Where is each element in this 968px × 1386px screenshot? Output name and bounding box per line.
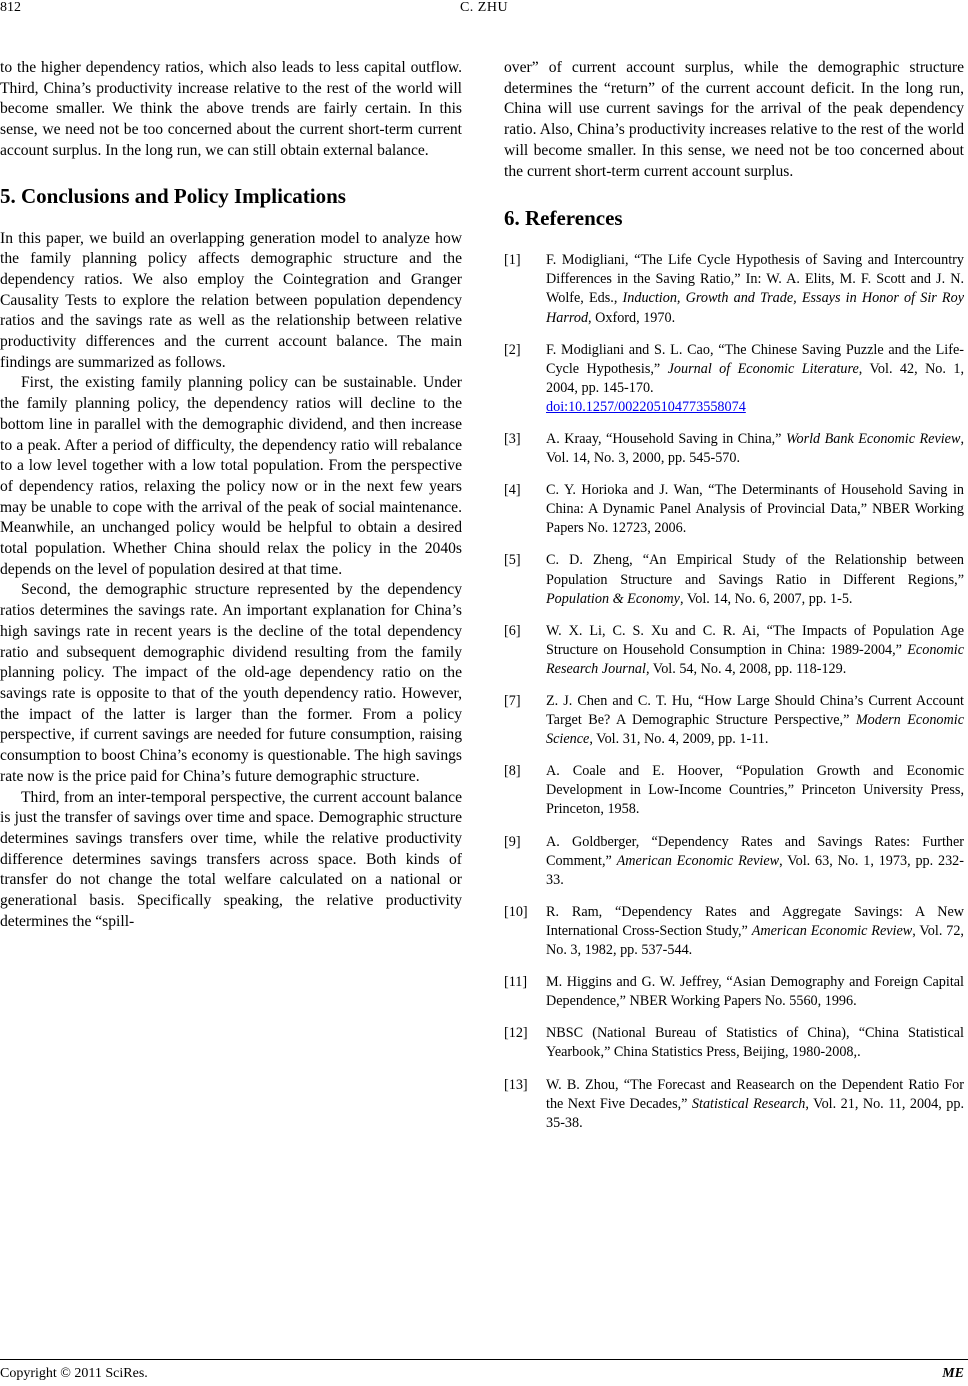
reference-text: Z. J. Chen and C. T. Hu, “How Large Should China’s Current Account Target Be? A Demographic Structure Perspective,” Modern Economic Science, Vol. 31, No. 4, 2009, pp. 1-11. — [546, 693, 964, 748]
paragraph: Third, from an inter-temporal perspective, the current account balance is just the transfer of savings over time and space. Demographic structure determines savings transfers over time, while the relative productivity difference determines savings transfers across space. Both kinds of transfer do not change the total welfare calculated on a national or generational basis. Specifically speaking, the relative productivity determines the “spill- — [0, 788, 462, 930]
right-column — [504, 58, 964, 1146]
reference-item — [504, 1076, 964, 1133]
reference-number: [12] — [504, 1025, 528, 1042]
paragraph: Second, the demographic structure represented by the dependency ratios determines the savings rate. An important explanation for China’s high savings rate in recent years is the decline of the total dependency ratio and subsequent demographic dividend resulting from the family planning policy. The impact of the old-age dependency ratio on the savings rate is opposite to that of the youth dependency ratio. However, the impact of the latter is larger than the former. From a policy perspective, if current savings are needed for future consumption, raising consumption to boost China’s economy is questionable. The high savings rate now is the price paid for China’s future demographic structure. — [0, 581, 462, 785]
left-column — [0, 58, 462, 932]
paragraph: In this paper, we build an overlapping generation model to analyze how the family planning policy affects demographic structure and the dependency ratios. We also employ the Cointegration and Granger Causality Tests to explore the relation between population dependency ratios and the savings rate as well as the relationship between relative productivity differences and the current account balance. The main findings are summarized as follows. — [0, 229, 462, 371]
reference-item — [504, 973, 964, 1011]
reference-number: [1] — [504, 252, 521, 269]
reference-text: A. Goldberger, “Dependency Rates and Savings Rates: Further Comment,” American Economic Review, Vol. 63, No. 1, 1973, pp. 232-33. — [546, 833, 964, 888]
paragraph: over” of current account surplus, while the demographic structure determines the “return” of the current account deficit. In the long run, China will use current savings for the arrival of the peak dependency ratio. Also, China’s productivity increases relative to the rest of the world will become smaller. In this sense, we need not be too concerned about the current short-term current account surplus. — [504, 59, 964, 180]
footer-copyright: Copyright © 2011 SciRes. — [0, 1366, 148, 1381]
reference-list — [504, 251, 964, 1133]
reference-text: W. B. Zhou, “The Forecast and Reasearch on the Dependent Ratio For the Next Five Decades,” Statistical Research, Vol. 21, No. 11, 2004, pp. 35-38. — [546, 1076, 964, 1131]
reference-text: C. D. Zheng, “An Empirical Study of the Relationship between Population Structure and Savings Ratio in Different Regions,” Population & Economy, Vol. 14, No. 6, 2007, pp. 1-5. — [546, 552, 964, 607]
reference-item — [504, 833, 964, 890]
running-head: C. ZHU — [459, 0, 509, 15]
section-heading-conclusions: 5. Conclusions and Policy Implications — [0, 183, 346, 208]
reference-item — [504, 762, 964, 819]
reference-item — [504, 692, 964, 749]
reference-text: R. Ram, “Dependency Rates and Aggregate Savings: A New International Cross-Section Study,” American Economic Review, Vol. 72, No. 3, 1982, pp. 537-544. — [546, 903, 964, 959]
reference-item — [504, 430, 964, 468]
reference-text: M. Higgins and G. W. Jeffrey, “Asian Demography and Foreign Capital Dependence,” NBER Working Papers No. 5560, 1996. — [546, 974, 964, 1010]
reference-item — [504, 1024, 964, 1062]
reference-number: [3] — [504, 430, 521, 447]
reference-item — [504, 341, 964, 417]
footer-journal: ME — [942, 1366, 964, 1381]
reference-number: [10] — [504, 903, 528, 920]
reference-item — [504, 551, 964, 608]
reference-number: [7] — [504, 693, 521, 709]
reference-number: [11] — [504, 974, 528, 991]
reference-number: [13] — [504, 1076, 528, 1093]
reference-number: [5] — [504, 552, 521, 569]
reference-number: [4] — [504, 482, 521, 499]
reference-text: A. Coale and E. Hoover, “Population Growth and Economic Development in Low-Income Countries,” Princeton University Press, Princeton, 1958. — [546, 763, 964, 818]
reference-text: A. Kraay, “Household Saving in China,” World Bank Economic Review, Vol. 14, No. 3, 2000, pp. 545-570. — [546, 430, 964, 467]
section-heading-references: 6. References — [504, 206, 623, 231]
reference-item — [504, 251, 964, 327]
paragraph: First, the existing family planning policy can be sustainable. Under the family planning policy, the dependency ratios will decline to the bottom line in parallel with the demographic dividend, and then increase to a peak. After a period of difficulty, the dependency ratio will rebalance to a low level together with a low total population. From the perspective of dependency ratios, relaxing the policy now or in the next few years may be unable to cope with the arrival of the peak of social maintenance. Meanwhile, an unchanged policy would be helpful to obtain a desired total population. Whether China should relax the policy in the 2040s depends on the level of population desired at that time. — [0, 374, 462, 578]
reference-text: F. Modigliani and S. L. Cao, “The Chinese Saving Puzzle and the Life-Cycle Hypothesis,” Journal of Economic Literature, Vol. 42, No. 1, 2004, pp. 145-170. doi:10.1257/002205104773558074 — [546, 341, 965, 415]
reference-item — [504, 622, 964, 679]
paragraph: to the higher dependency ratios, which also leads to less capital outflow. Third, China’s productivity increase relative to the rest of the world will become smaller. We think the above trends are fairly certain. In this sense, we need not be too concerned about the current short-term current account surplus. In the long run, we can still obtain external balance. — [0, 59, 462, 159]
doi-link[interactable]: doi:10.1257/002205104773558074 — [546, 398, 746, 415]
footer-rule — [0, 1359, 968, 1360]
reference-number: [2] — [504, 341, 521, 358]
reference-text: F. Modigliani, “The Life Cycle Hypothesis of Saving and Intercountry Differences in the Saving Ratio,” In: W. A. Elits, M. F. Scott and J. N. Wolfe, Eds., Induction, Growth and Trade, Essays in Honor of Sir Roy Harrod, Oxford, 1970. — [546, 252, 964, 326]
reference-text: C. Y. Horioka and J. Wan, “The Determinants of Household Saving in China: A Dynamic Panel Analysis of Provincial Data,” NBER Working Papers No. 12723, 2006. — [546, 482, 964, 537]
reference-item — [504, 903, 964, 960]
reference-number: [9] — [504, 833, 521, 850]
reference-item — [504, 481, 964, 538]
reference-number: [6] — [504, 622, 521, 639]
page-number: 812 — [0, 0, 21, 15]
reference-text: W. X. Li, C. S. Xu and C. R. Ai, “The Impacts of Population Age Structure on Household Consumption in China: 1989-2004,” Economic Research Journal, Vol. 54, No. 4, 2008, pp. 118-129. — [546, 622, 964, 677]
reference-number: [8] — [504, 763, 521, 780]
reference-text: NBSC (National Bureau of Statistics of China), “China Statistical Yearbook,” China Statistics Press, Beijing, 1980-2008,. — [546, 1025, 964, 1061]
